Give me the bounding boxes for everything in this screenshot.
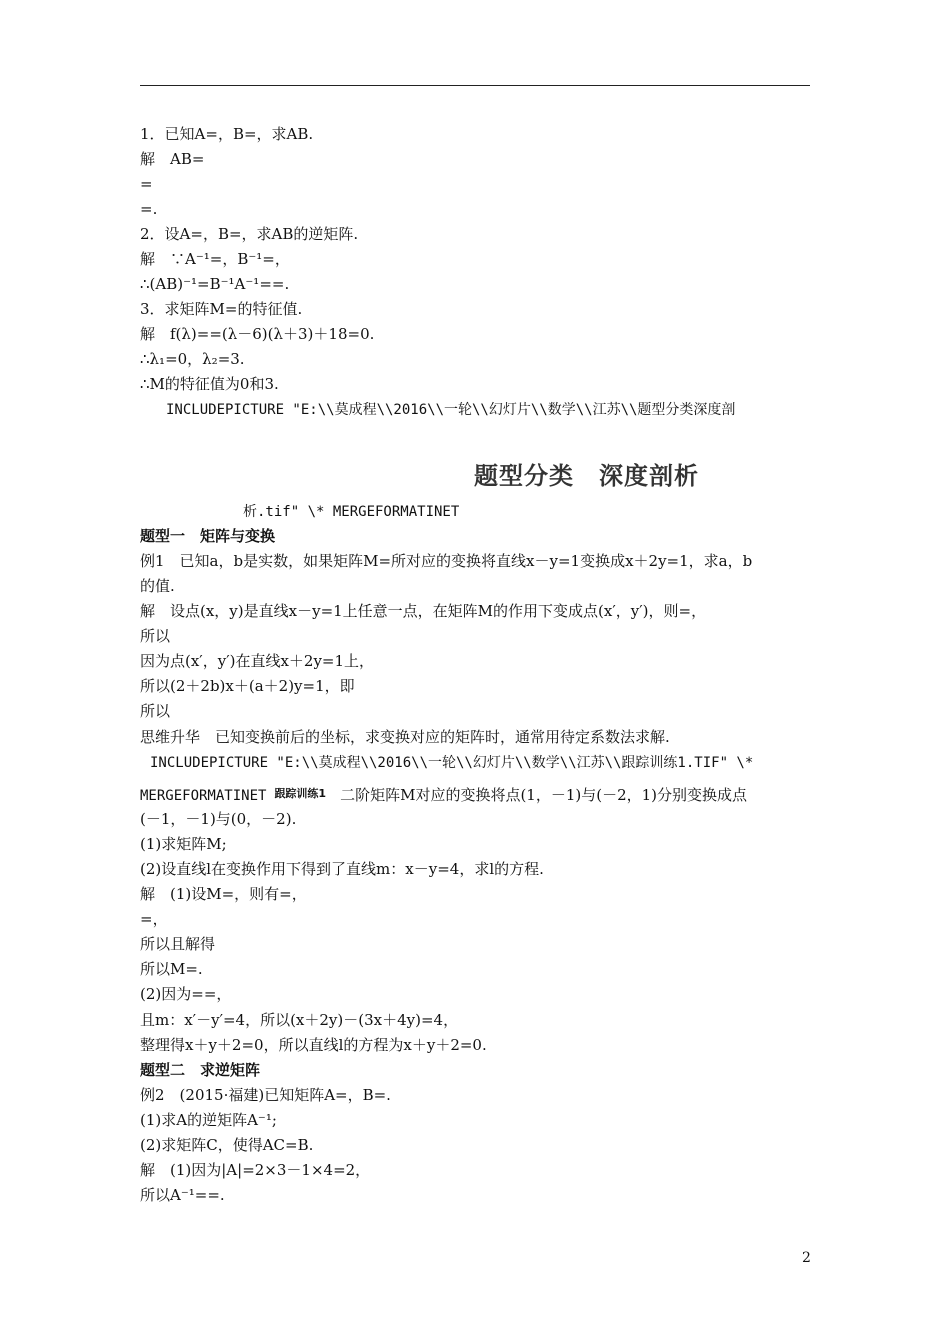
topic-1-title: 题型一 矩阵与变换 (140, 527, 276, 545)
practice-1-solution-line4: 所以M=. (140, 960, 203, 978)
solution-3-line3: ∴M的特征值为0和3. (140, 375, 279, 393)
topic-2-title: 题型二 求逆矩阵 (140, 1061, 261, 1079)
example-2-part2: (2)求矩阵C，使得AC=B. (140, 1136, 314, 1154)
example-1-solution-line5: 所以 (140, 702, 171, 720)
includepicture-field-1-end: 析.tif" \* MERGEFORMATINET (243, 504, 460, 520)
includepicture-field-2: INCLUDEPICTURE "E:\\莫成程\\2016\\一轮\\幻灯片\\数学\\江苏\\跟踪训练1.TIF" \* (150, 755, 754, 771)
solution-2-line2: ∴(AB)⁻¹=B⁻¹A⁻¹==. (140, 275, 290, 293)
practice-1-solution-line2: =， (140, 910, 168, 928)
problem-2: 2．设A=，B=，求AB的逆矩阵. (140, 225, 359, 243)
practice-1-solution-line1: 解 (1)设M=，则有=， (140, 885, 307, 903)
practice-1-solution-line5: (2)因为==， (140, 985, 232, 1003)
practice-1-line1 (140, 784, 747, 806)
example-2-solution-line1: 解 (1)因为|A|=2×3－1×4=2， (140, 1161, 371, 1179)
section-heading-image: 题型分类 深度剖析 (474, 462, 699, 490)
solution-1-line2: = (140, 175, 153, 193)
practice-1-solution-line6: 且m：x′－y′=4，所以(x＋2y)－(3x＋4y)=4， (140, 1011, 459, 1029)
problem-1: 1．已知A=，B=，求AB. (140, 125, 314, 143)
solution-1-line1: 解 AB= (140, 150, 205, 168)
practice-1-solution-line7: 整理得x＋y＋2=0，所以直线l的方程为x＋y＋2=0. (140, 1036, 487, 1054)
solution-2-line1: 解 ∵A⁻¹=，B⁻¹=， (140, 250, 290, 268)
solution-1-line3: =. (140, 200, 158, 218)
solution-3-line2: ∴λ₁=0，λ₂=3. (140, 350, 245, 368)
problem-3: 3．求矩阵M=的特征值. (140, 300, 303, 318)
page-number: 2 (802, 1250, 811, 1266)
mergeformat-text: MERGEFORMATINET (140, 788, 267, 804)
example-2-part1: (1)求A的逆矩阵A⁻¹; (140, 1111, 277, 1129)
example-1-solution-line1: 解 设点(x，y)是直线x－y=1上任意一点，在矩阵M的作用下变成点(x′，y′)，则=， (140, 602, 707, 620)
practice-1-solution-line3: 所以且解得 (140, 935, 216, 953)
thinking-summary: 思维升华 已知变换前后的坐标，求变换对应的矩阵时，通常用待定系数法求解. (140, 728, 670, 746)
example-1-line1: 例1 已知a，b是实数，如果矩阵M=所对应的变换将直线x－y=1变换成x＋2y=1，求a，b (140, 552, 753, 570)
header-rule (140, 85, 810, 86)
practice-1-text: 二阶矩阵M对应的变换将点(1，－1)与(－2，1)分别变换成点 (340, 786, 748, 804)
solution-3-line1: 解 f(λ)==(λ－6)(λ＋3)＋18=0. (140, 325, 375, 343)
example-1-solution-line4: 所以(2＋2b)x＋(a＋2)y=1，即 (140, 677, 355, 695)
example-1-line2: 的值. (140, 577, 175, 595)
example-1-solution-line3: 因为点(x′，y′)在直线x＋2y=1上， (140, 652, 375, 670)
includepicture-field-1: INCLUDEPICTURE "E:\\莫成程\\2016\\一轮\\幻灯片\\数学\\江苏\\题型分类深度剖 (166, 402, 736, 418)
example-2-solution-line2: 所以A⁻¹==. (140, 1186, 225, 1204)
practice-1-part1: (1)求矩阵M; (140, 835, 227, 853)
practice-1-part2: (2)设直线l在变换作用下得到了直线m：x－y=4，求l的方程. (140, 860, 544, 878)
practice-1-line2: (－1，－1)与(0，－2). (140, 810, 297, 828)
practice-tag-image: 跟踪训练1 (274, 787, 327, 800)
example-1-solution-line2: 所以 (140, 627, 171, 645)
example-2-line1: 例2 (2015·福建)已知矩阵A=，B=. (140, 1086, 391, 1104)
